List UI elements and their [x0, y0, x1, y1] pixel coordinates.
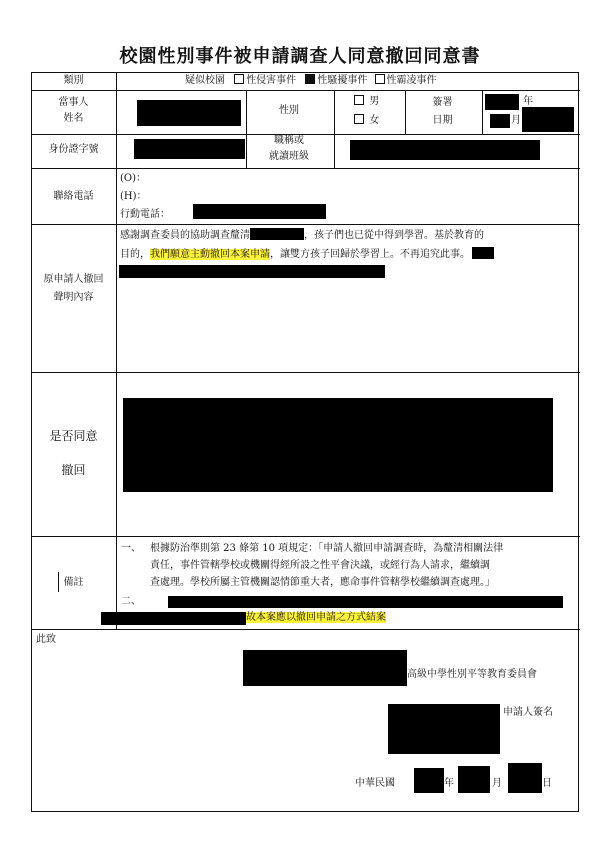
redacted-inline	[472, 247, 494, 259]
remarks-item2-highlight	[246, 611, 386, 625]
contact-mobile: 行動電話：	[120, 209, 170, 220]
row-divider	[32, 168, 580, 169]
statement-line-2	[120, 247, 494, 262]
redacted-day	[522, 107, 574, 132]
row-divider	[32, 224, 580, 225]
column-divider	[334, 90, 335, 168]
statement-label-2: 聲明內容	[53, 292, 94, 303]
remarks-item1-line1: 根據防治準則第 23 條第 10 項規定：「申請人撤回申請調查時，為釐清相關法律	[150, 543, 504, 554]
redacted-school-name	[243, 650, 407, 686]
remarks-highlight-text: 故本案應以撤回申請之方式結案	[246, 612, 386, 623]
column-divider	[116, 73, 117, 629]
document-title: 校園性別事件被申請調查人同意撤回同意書	[119, 46, 481, 67]
date-era: 中華民國	[355, 778, 395, 789]
redacted-date-month	[458, 766, 490, 793]
checkbox-sexual-harassment[interactable]	[305, 74, 315, 84]
female-label: 女	[369, 115, 380, 126]
closing-to: 此致	[36, 634, 56, 645]
remarks-item2-number: 二、	[121, 596, 141, 607]
id-label: 身份證字號	[48, 144, 99, 155]
redacted-name	[137, 100, 241, 126]
gender-label: 性別	[279, 105, 299, 116]
agree-label-1: 是否同意	[49, 429, 98, 443]
checkbox-sexual-bullying[interactable]	[375, 74, 385, 84]
category-options	[185, 74, 437, 88]
redacted-month	[490, 114, 510, 128]
statement-text: ，孩子們也已從中得到學習。基於教育的	[304, 230, 484, 241]
statement-text: 感謝調查委員的協助調查釐清	[120, 230, 250, 241]
row-divider	[32, 629, 580, 630]
option-label: 性侵害事件	[246, 75, 297, 86]
redacted-date-day	[508, 763, 542, 793]
sign-date-label-1: 簽署	[432, 97, 453, 108]
redacted-mobile	[193, 204, 326, 219]
gender-female-option	[348, 114, 379, 128]
title-label-1: 職稱或	[274, 135, 304, 146]
redacted-year	[485, 94, 519, 110]
row-divider	[32, 536, 580, 537]
row-divider	[32, 372, 580, 373]
signature-label: 申請人簽名	[503, 707, 553, 718]
month-label: 月	[511, 115, 521, 126]
checkbox-sexual-assault[interactable]	[234, 74, 244, 84]
contact-office: (O)：	[120, 173, 147, 184]
remarks-item1-line3: 查處理。學校所屬主管機關認情節重大者，應命事件管轄學校繼續調查處理。」	[150, 577, 495, 588]
sign-date-label-2: 日期	[432, 115, 453, 126]
redacted-remarks-line-2	[101, 612, 246, 625]
redacted-date-year	[414, 768, 444, 793]
checkbox-male[interactable]	[354, 95, 364, 105]
remarks-label: 備註	[63, 577, 84, 588]
agree-label-2: 撤回	[61, 463, 86, 477]
statement-highlight: 我們願意主動撤回本案申請	[150, 249, 270, 260]
party-name-label-2: 姓名	[63, 113, 84, 124]
date-day-label: 日	[542, 778, 552, 789]
contact-label: 聯絡電話	[53, 191, 94, 202]
category-label: 類別	[63, 75, 84, 86]
gender-male-option	[348, 95, 379, 109]
category-prefix: 疑似校園	[185, 75, 225, 86]
statement-text: 目的，	[120, 249, 150, 260]
redacted-signature	[388, 704, 500, 754]
year-label: 年	[523, 96, 533, 107]
male-label: 男	[369, 96, 380, 107]
remarks-item1-number: 一、	[121, 543, 141, 554]
remarks-item1-line2: 責任，事件管轄學校或機關得經所設之性平會決議，或經行為人請求，繼續調	[150, 560, 490, 571]
redacted-remarks-line	[168, 596, 563, 608]
column-divider	[482, 90, 483, 134]
redacted-name-inline	[250, 228, 304, 240]
contact-home: (H)：	[120, 191, 147, 202]
redacted-statement-line	[119, 265, 385, 278]
row-divider	[32, 90, 580, 91]
option-label: 性霸凌事件	[386, 75, 437, 86]
checkbox-female[interactable]	[354, 114, 364, 124]
redacted-id-number	[134, 139, 245, 159]
statement-line-1	[120, 228, 484, 243]
statement-label-1: 原申請人撤回	[43, 274, 104, 285]
option-label: 性騷擾事件	[317, 75, 368, 86]
date-year-label: 年	[444, 778, 454, 789]
redacted-title	[350, 140, 540, 160]
committee-name: 高級中學性別平等教育委員會	[407, 669, 537, 680]
party-name-label-1: 當事人	[58, 97, 89, 108]
statement-text: ，讓雙方孩子回歸於學習上。不再追究此事。	[270, 249, 470, 260]
date-month-label: 月	[492, 778, 502, 789]
title-label-2: 就讀班級	[269, 151, 309, 162]
redacted-agree-content	[123, 398, 553, 492]
remarks-mark	[58, 572, 59, 592]
